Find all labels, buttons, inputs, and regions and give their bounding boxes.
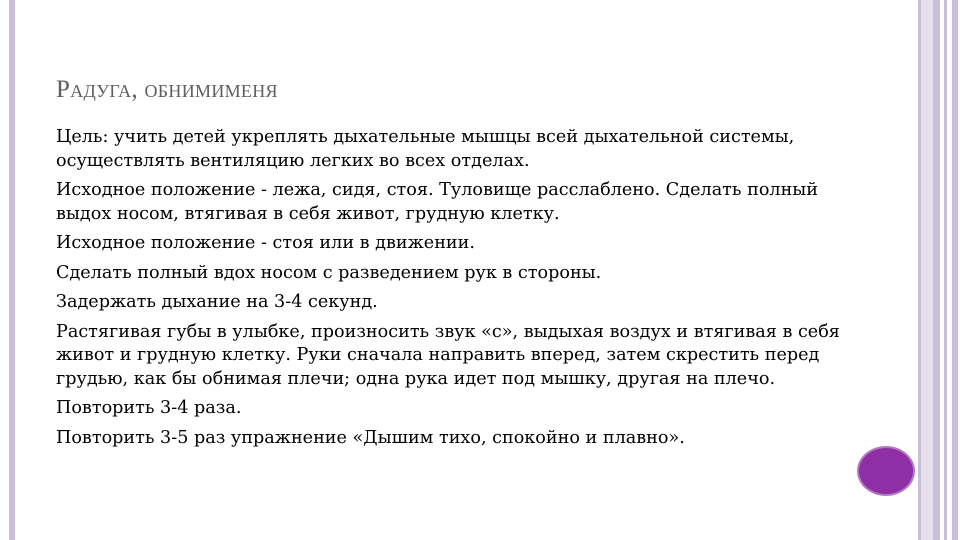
paragraph-repeat: Повторить 3-4 раза. <box>56 398 242 418</box>
slide-body <box>56 126 856 456</box>
decorative-circle <box>857 446 915 496</box>
left-frame-line <box>9 0 15 540</box>
slide-title: Радуга, обнимименя <box>56 76 278 103</box>
right-frame-stripe <box>944 0 947 540</box>
paragraph-inhale: Сделать полный вдох носом с разведением рук в стороны. <box>56 262 602 283</box>
right-frame-band <box>921 0 933 540</box>
right-frame-stripe <box>933 0 940 540</box>
paragraph-start-position-2: Исходное положение - стоя или в движении. <box>56 233 475 253</box>
paragraph-exhale: Растягивая губы в улыбке, произносить звук «с», выдыхая воздух и втягивая в себя живот и грудную клетку. Руки сначала направить вперед, затем скрестить перед грудью, как бы обнимая плечи; одна рука идет под мышку, другая на плечо. <box>56 321 840 389</box>
right-frame-stripe <box>952 0 958 540</box>
paragraph-hold-breath: Задержать дыхание на 3-4 секунд. <box>56 292 378 312</box>
paragraph-repeat-exercise: Повторить 3-5 раз упражнение «Дышим тихо, спокойно и плавно». <box>56 427 685 448</box>
paragraph-start-position: Исходное положение - лежа, сидя, стоя. Туловище расслаблено. Сделать полный выдох носом, втягивая в себя живот, грудную клетку. <box>56 180 819 224</box>
right-frame-stripe <box>918 0 921 540</box>
paragraph-goal: Цель: учить детей укреплять дыхательные мышцы всей дыхательной системы, осуществлять вентиляцию легких во всех отделах. <box>56 127 795 171</box>
